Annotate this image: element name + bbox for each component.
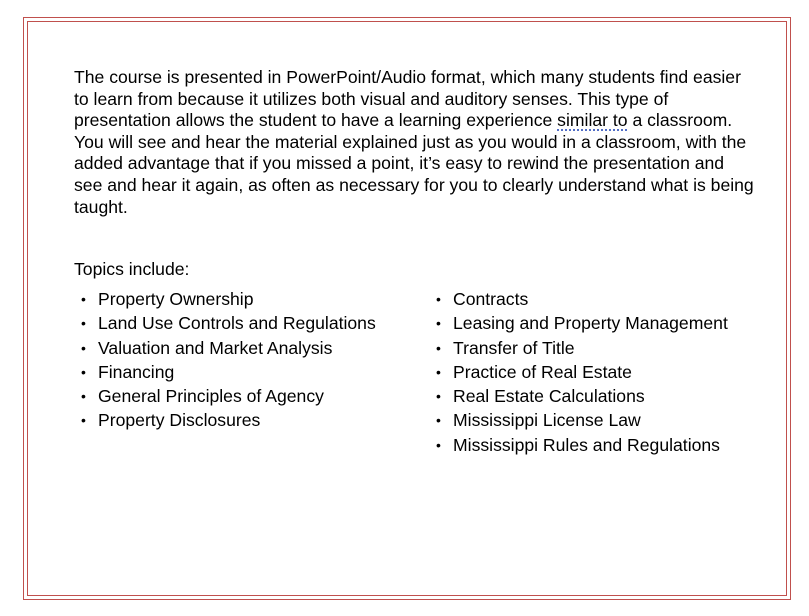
bullet-icon: • — [81, 363, 86, 380]
topic-label: Property Ownership — [98, 289, 254, 309]
topic-label: Valuation and Market Analysis — [98, 337, 333, 358]
list-item — [429, 336, 728, 360]
topic-label: Mississippi License Law — [453, 410, 641, 431]
grammar-flagged-text[interactable]: similar to — [557, 110, 628, 131]
bullet-icon: • — [436, 315, 441, 332]
bullet-icon: • — [436, 339, 441, 356]
list-item — [74, 336, 376, 360]
list-item — [429, 360, 728, 384]
list-item — [74, 360, 376, 384]
list-item — [429, 433, 728, 457]
topic-label: Land Use Controls and Regulations — [98, 313, 376, 334]
bullet-icon: • — [436, 291, 441, 307]
topic-label: Mississippi Rules and Regulations — [453, 434, 720, 455]
bullet-icon: • — [81, 412, 86, 429]
topic-label: Contracts — [453, 289, 529, 309]
topic-label: Financing — [98, 361, 175, 382]
list-item — [429, 408, 728, 432]
topics-list-left — [74, 287, 376, 433]
course-description-paragraph — [74, 67, 754, 218]
bullet-icon: • — [436, 412, 441, 429]
list-item — [429, 311, 728, 335]
bullet-icon: • — [81, 388, 86, 405]
list-item — [74, 384, 376, 408]
topic-label: Real Estate Calculations — [453, 386, 645, 407]
topic-label: General Principles of Agency — [98, 386, 324, 407]
paragraph-text-part-3: a classroom. You will see and hear the material explained just as you would in a classroom, with the added advantage that if you missed a point, it’s easy to rewind the presentation and see and hear it again, as often as necessary for you to clearly understand what is being taught. — [74, 110, 754, 217]
list-item — [74, 408, 376, 432]
list-item — [74, 287, 376, 311]
paragraph-text-part-1: The course is presented in PowerPoint/Audio format, which many students find easier to learn from because it utilizes both visual and auditory senses. This type of presentation allows the student to have a learning experience — [74, 67, 741, 131]
bullet-icon: • — [81, 291, 86, 307]
bullet-icon: • — [81, 315, 86, 332]
topics-heading: Topics include: — [74, 259, 190, 279]
bullet-icon: • — [436, 363, 441, 380]
topic-label: Practice of Real Estate — [453, 361, 632, 382]
document-content — [74, 67, 764, 455]
bullet-icon: • — [436, 388, 441, 405]
bullet-icon: • — [81, 339, 86, 356]
topics-list-right — [429, 287, 728, 457]
list-item — [429, 287, 728, 311]
list-item — [74, 311, 376, 335]
bullet-icon: • — [436, 436, 441, 453]
topic-label: Transfer of Title — [453, 337, 575, 358]
topic-label: Property Disclosures — [98, 410, 261, 431]
list-item — [429, 384, 728, 408]
topic-label: Leasing and Property Management — [453, 313, 728, 334]
